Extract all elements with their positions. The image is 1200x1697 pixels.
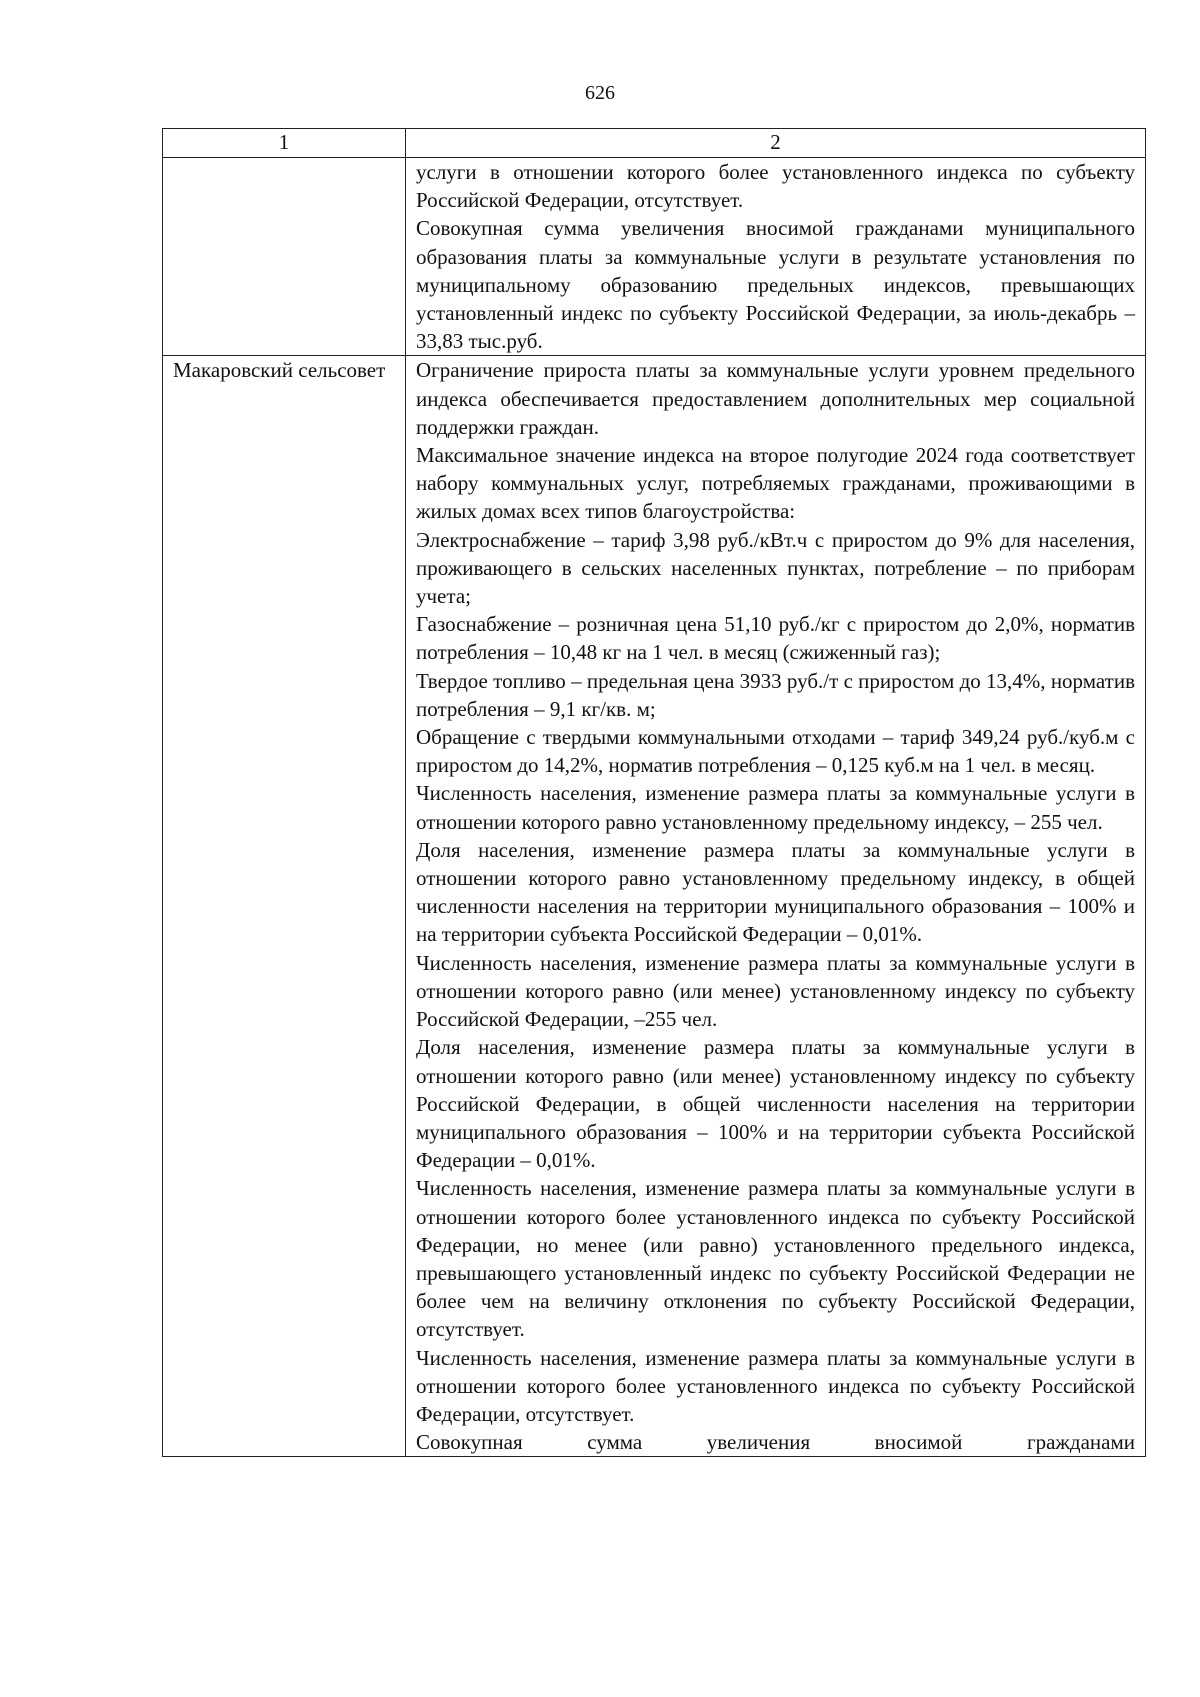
paragraph: Электроснабжение – тариф 3,98 руб./кВт.ч с приростом до 9% для населения, проживающего в сельских населенных пунктах, потребление – по приборам учета; xyxy=(416,527,1135,609)
paragraph: Обращение с твердыми коммунальными отходами – тариф 349,24 руб./куб.м с приростом до 14,2%, норматив потребления – 0,125 куб.м на 1 чел. в месяц. xyxy=(416,725,1135,778)
paragraph: Численность населения, изменение размера платы за коммунальные услуги в отношении которого равно (или менее) установленному индексу по субъекту Российской Федерации, –255 чел. xyxy=(416,950,1135,1032)
paragraph: Совокупная сумма увеличения вносимой гражданами xyxy=(416,1430,1135,1455)
table-header-row xyxy=(163,129,1146,158)
paragraph: Максимальное значение индекса на второе полугодие 2024 года соответствует набору коммунальных услуг, потребляемых гражданами, проживающими в жилых домах всех типов благоустройства: xyxy=(416,443,1135,524)
paragraph: Твердое топливо – предельная цена 3933 руб./т с приростом до 13,4%, норматив потребления – 9,1 кг/кв. м; xyxy=(416,668,1135,721)
table-row xyxy=(163,158,1146,356)
paragraph: Численность населения, изменение размера платы за коммунальные услуги в отношении которого более установленного индекса по субъекту Российской Федерации, но менее (или равно) установленного предельного индекса, превышающего установленный индекс по субъекту Российской Федерации не более чем на величину отклонения по субъекту Российской Федерации, отсутствует. xyxy=(416,1176,1135,1342)
column-header-1: 1 xyxy=(163,129,406,158)
column-header-2: 2 xyxy=(406,129,1146,158)
municipality-name-cell: Макаровский сельсовет xyxy=(163,356,406,1457)
paragraph: Доля населения, изменение размера платы за коммунальные услуги в отношении которого равно установленному предельному индексу, в общей численности населения на территории муниципального образования – 100% и на территории субъекта Российской Федерации – 0,01%. xyxy=(416,837,1135,947)
paragraph: услуги в отношении которого более установленного индекса по субъекту Российской Федерации, отсутствует. xyxy=(416,160,1135,213)
paragraph: Численность населения, изменение размера платы за коммунальные услуги в отношении которого равно установленному предельному индексу, – 255 чел. xyxy=(416,781,1135,834)
table-row xyxy=(163,356,1146,1457)
description-cell xyxy=(406,356,1146,1457)
paragraph: Газоснабжение – розничная цена 51,10 руб./кг с приростом до 2,0%, норматив потребления – 10,48 кг на 1 чел. в месяц (сжиженный газ); xyxy=(416,612,1135,665)
document-table xyxy=(162,128,1146,1457)
description-cell xyxy=(406,158,1146,356)
paragraph: Ограничение прироста платы за коммунальные услуги уровнем предельного индекса обеспечивается предоставлением дополнительных мер социальной поддержки граждан. xyxy=(416,358,1135,439)
paragraph: Совокупная сумма увеличения вносимой гражданами муниципального образования платы за коммунальные услуги в результате установления по муниципальному образованию предельных индексов, превышающих установленный индекс по субъекту Российской Федерации, за июль-декабрь – 33,83 тыс.руб. xyxy=(416,216,1135,354)
paragraph: Численность населения, изменение размера платы за коммунальные услуги в отношении которого более установленного индекса по субъекту Российской Федерации, отсутствует. xyxy=(416,1345,1135,1426)
municipality-name-cell xyxy=(163,158,406,356)
page-number: 626 xyxy=(585,82,615,104)
paragraph: Доля населения, изменение размера платы за коммунальные услуги в отношении которого равно (или менее) установленному индексу по субъекту Российской Федерации, в общей численности населения на территории муниципального образования – 100% и на территории субъекта Российской Федерации – 0,01%. xyxy=(416,1035,1135,1173)
